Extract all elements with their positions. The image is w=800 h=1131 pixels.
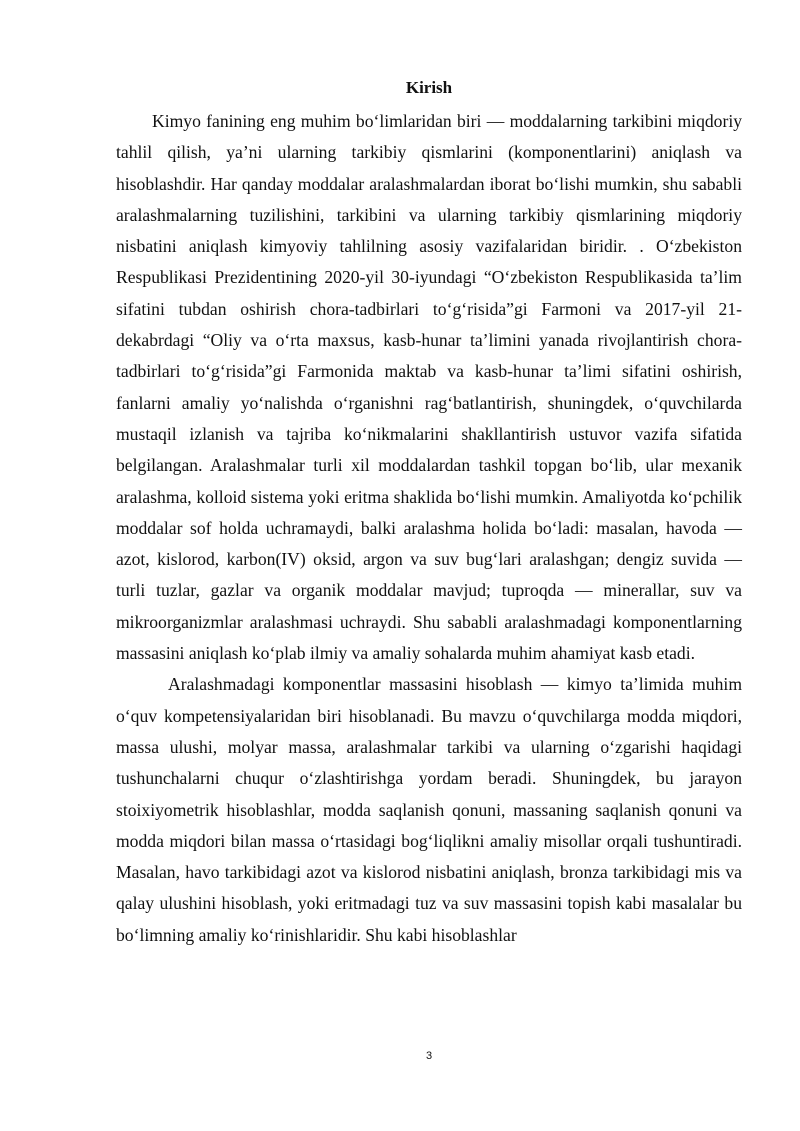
paragraph-1: Kimyo fanining eng muhim bo‘limlaridan biri — moddalarning tarkibini miqdoriy tahlil qilish, ya’ni ularning tarkibiy qismlarini (komponentlarini) aniqlash va hisoblashdir. Har qanday moddalar aralashmalardan iborat bo‘lishi mumkin, shu sababli aralashmalarning tuzilishini, tarkibini va ularning tarkibiy qismlarining miqdoriy nisbatini aniqlash kimyoviy tahlilning asosiy vazifalaridan biridir. . O‘zbekiston Respublikasi Prezidentining 2020-yil 30-iyundagi “O‘zbekiston Respublikasida ta’lim sifatini tubdan oshirish chora-tadbirlari to‘g‘risida”gi Farmoni va 2017-yil 21-dekabrdagi “Oliy va o‘rta maxsus, kasb-hunar ta’limini yanada rivojlantirish chora-tadbirlari to‘g‘risida”gi Farmonida maktab va kasb-hunar ta’limi sifatini oshirish, fanlarni amaliy yo‘nalishda o‘rganishni rag‘batlantirish, shuningdek, o‘quvchilarda mustaqil izlanish va tajriba ko‘nikmalarini shakllantirish ustuvor vazifa sifatida belgilangan. Aralashmalar turli xil moddalardan tashkil topgan bo‘lib, ular mexanik aralashma, kolloid sistema yoki eritma shaklida bo‘lishi mumkin. Amaliyotda ko‘pchilik moddalar sof holda uchramaydi, balki aralashma holida bo‘ladi: masalan, havoda — azot, kislorod, karbon(IV) oksid, argon va suv bug‘lari aralashgan; dengiz suvida — turli tuzlar, gazlar va organik moddalar mavjud; tuproqda — minerallar, suv va mikroorganizmlar aralashmasi uchraydi. Shu sababli aralashmadagi komponentlarning massasini aniqlash ko‘plab ilmiy va amaliy sohalarda muhim ahamiyat kasb etadi. (116, 111, 742, 664)
page-number: 3 (425, 1050, 433, 1062)
body-text (116, 106, 742, 951)
page-title: Kirish (405, 78, 453, 97)
paragraph-2: Aralashmadagi komponentlar massasini hisoblash — kimyo ta’limida muhim o‘quv kompetensiyalaridan biri hisoblanadi. Bu mavzu o‘quvchilarga modda miqdori, massa ulushi, molyar massa, aralashmalar tarkibi va ularning o‘zgarishi haqidagi tushunchalarni chuqur o‘zlashtirishga yordam beradi. Shuningdek, bu jarayon stoixiyometrik hisoblashlar, modda saqlanish qonuni, massaning saqlanish qonuni va modda miqdori bilan massa o‘rtasidagi bog‘liqlikni amaliy misollar orqali tushuntiradi. Masalan, havo tarkibidagi azot va kislorod nisbatini aniqlash, bronza tarkibidagi mis va qalay ulushini hisoblash, yoki eritmadagi tuz va suv massasini topish kabi masalalar bu bo‘limning amaliy ko‘rinishlaridir. Shu kabi hisoblashlar (116, 674, 742, 945)
